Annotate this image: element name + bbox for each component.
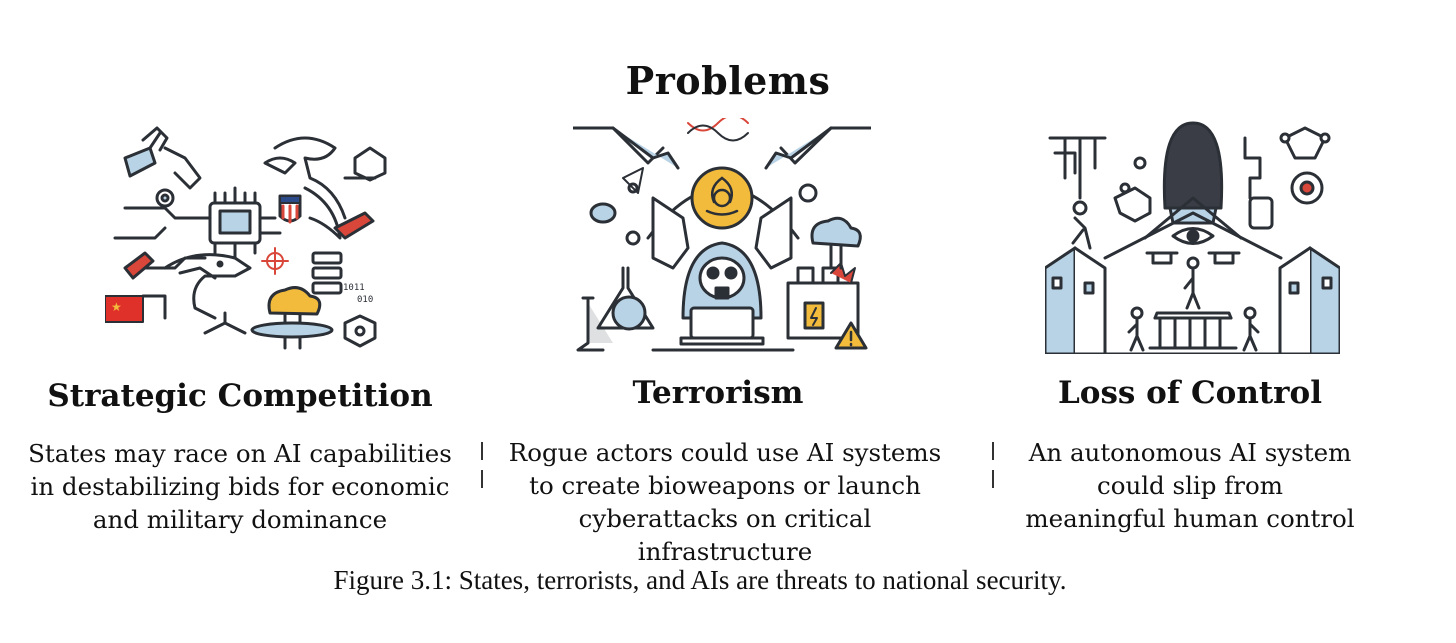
figure-caption: Figure 3.1: States, terrorists, and AIs are threats to national security. xyxy=(333,565,1067,595)
description-line: meaningful human control xyxy=(1025,504,1355,533)
heading-loss-of-control: Loss of Control xyxy=(1058,375,1322,411)
figure-title: Problems xyxy=(625,58,831,103)
terrorism-illustration xyxy=(573,118,871,354)
description-line: to create bioweapons or launch xyxy=(529,471,921,500)
description-line: could slip from xyxy=(1096,471,1284,500)
description-strategic-competition xyxy=(20,437,460,536)
binary-label-2: 010 xyxy=(357,295,374,305)
column-separator xyxy=(481,470,483,488)
column-separator xyxy=(481,442,483,460)
description-line: Rogue actors could use AI systems xyxy=(508,438,942,467)
heading-strategic-competition: Strategic Competition xyxy=(47,378,433,414)
description-terrorism xyxy=(490,436,960,568)
description-line: cyberattacks on critical infrastructure xyxy=(578,504,872,566)
binary-label-1: 1011 xyxy=(343,283,365,293)
heading-terrorism: Terrorism xyxy=(632,375,804,411)
description-line: An autonomous AI system xyxy=(1028,438,1352,467)
loss-of-control-illustration xyxy=(1045,118,1340,354)
description-line: in destabilizing bids for economic xyxy=(30,472,450,501)
strategic-competition-illustration xyxy=(105,118,390,354)
description-loss-of-control xyxy=(990,436,1390,535)
description-line: and military dominance xyxy=(92,505,388,534)
description-line: States may race on AI capabilities xyxy=(28,439,452,468)
svg-text:★: ★ xyxy=(111,300,122,314)
